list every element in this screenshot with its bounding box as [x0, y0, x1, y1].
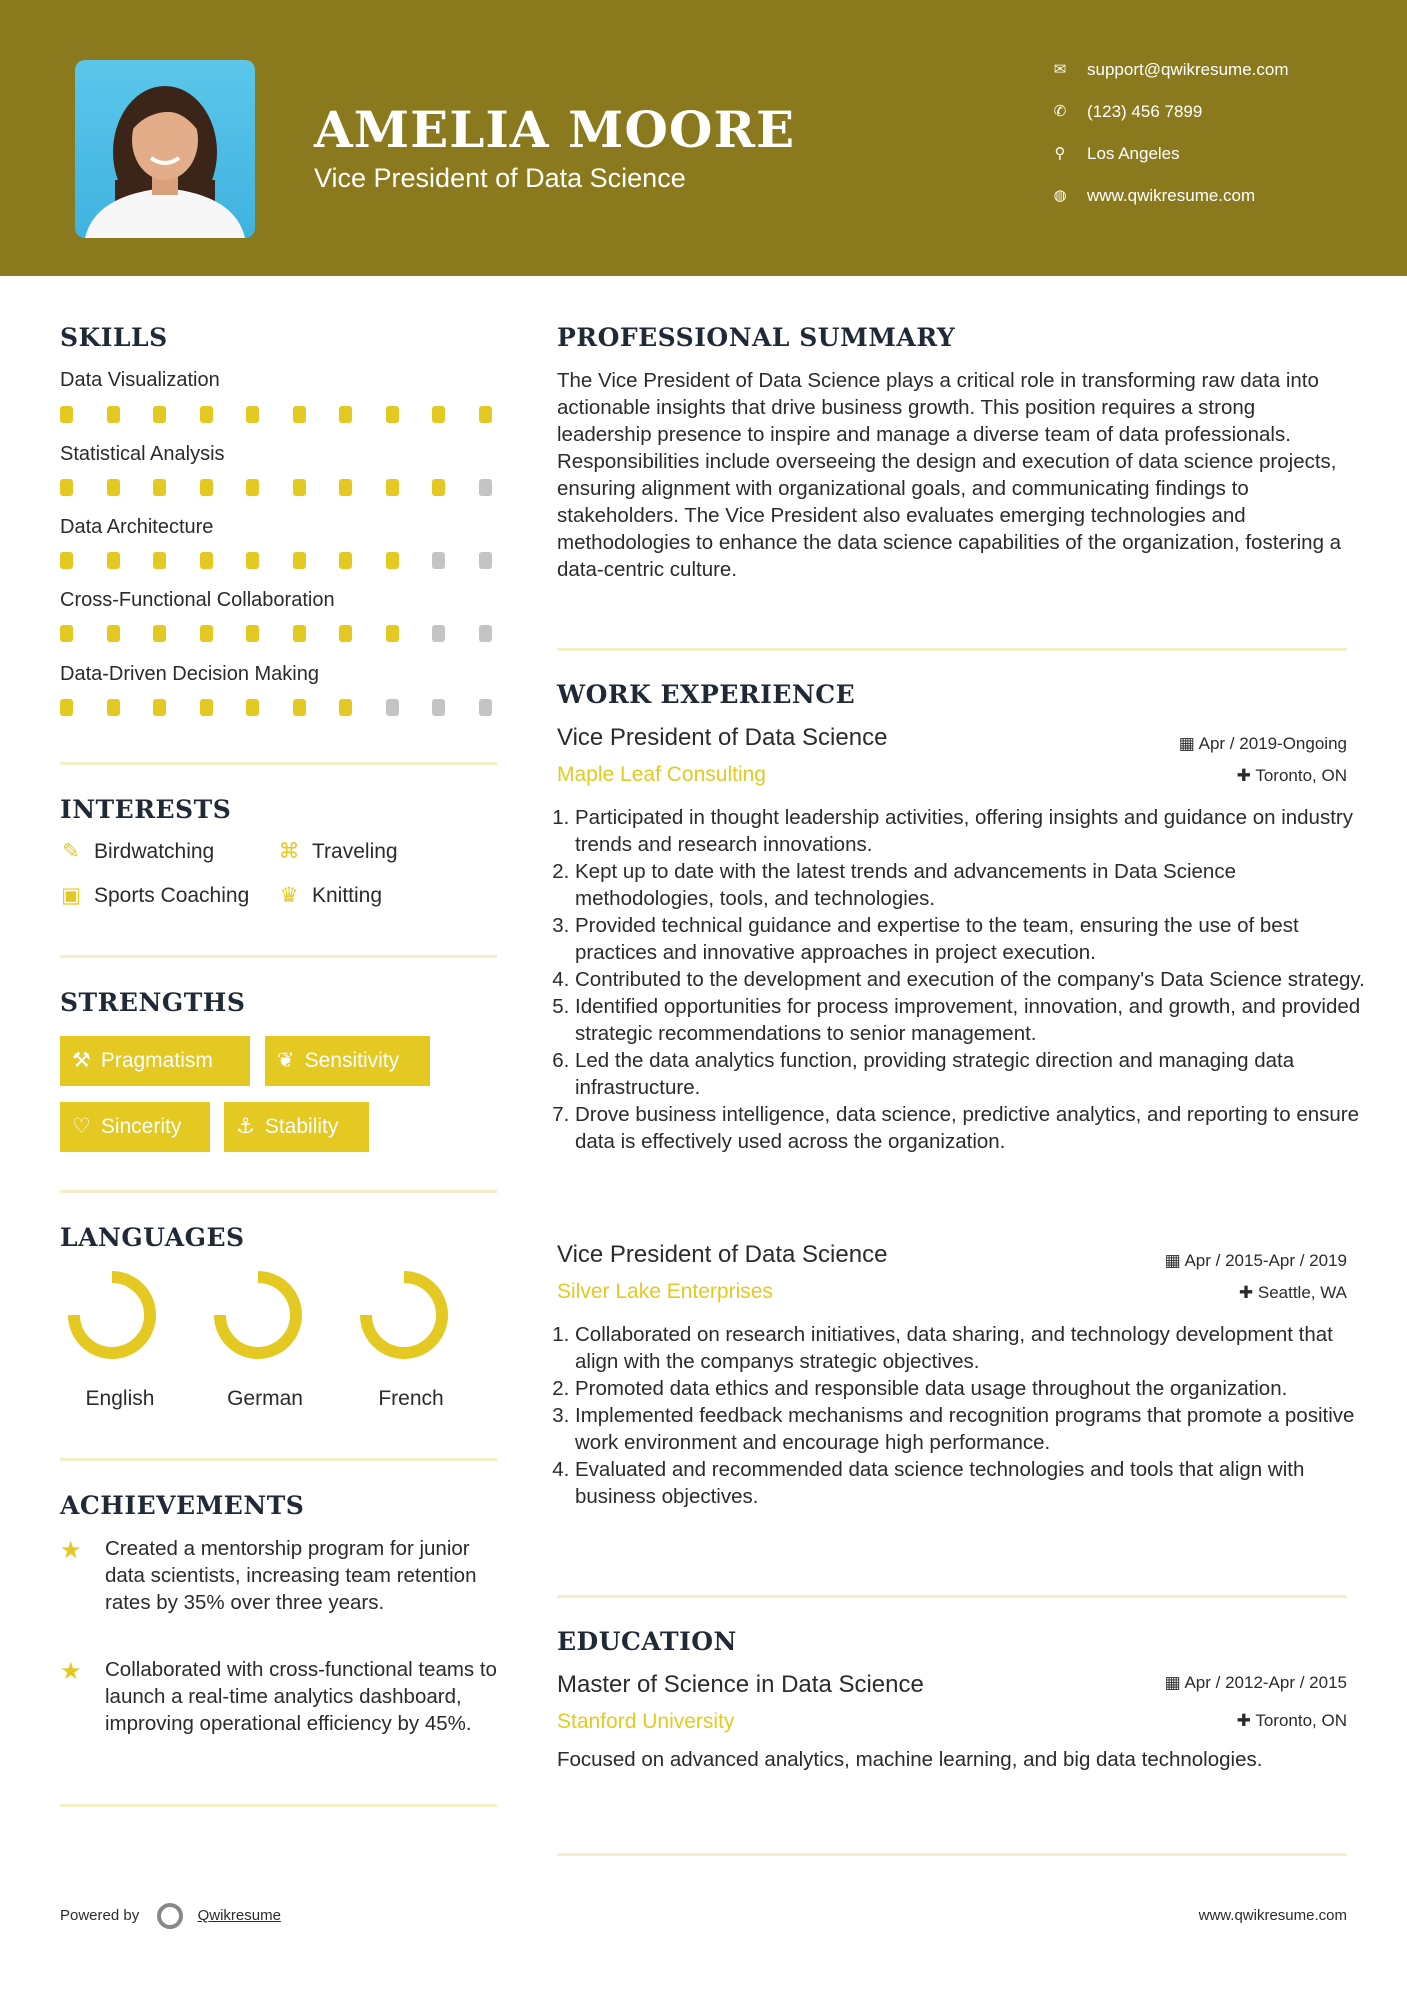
brand-link[interactable]: Qwikresume [197, 1906, 281, 1924]
skill-dot [246, 625, 259, 642]
duty-item: 5. Identified opportunities for process improvement, innovation, and growth, and provided strategic recommendations to senior management. [575, 993, 1375, 1047]
skill-dot [386, 479, 399, 496]
job-duties [557, 804, 1375, 1155]
skill-dot [107, 625, 120, 642]
skill-dot [200, 552, 213, 569]
skill-name: Cross-Functional Collaboration [60, 589, 335, 611]
divider [60, 955, 497, 958]
leaf-icon: ❦ [277, 1049, 295, 1072]
job-duties [557, 1321, 1375, 1510]
interest-item: ♛ Knitting [279, 884, 383, 907]
divider [60, 1458, 497, 1461]
summary-title: PROFESSIONAL SUMMARY [557, 323, 956, 352]
duty-item: 1. Collaborated on research initiatives, data sharing, and technology development that align with the companys strategic objectives. [575, 1321, 1375, 1375]
footer-website[interactable]: www.qwikresume.com [1198, 1907, 1347, 1924]
job-date: ▦ Apr / 2019-Ongoing [1178, 734, 1347, 753]
skill-name: Data-Driven Decision Making [60, 663, 319, 685]
skill-dot [293, 625, 306, 642]
summary-text: The Vice President of Data Science plays a critical role in transforming raw data into actionable insights that drive business growth. This position requires a strong leadership presence to inspire and manage a diverse team of data professionals. Responsibilities include overseeing the design and execution of data science projects, ensuring alignment with organizational goals, and communicating findings to stakeholders. The Vice President also evaluates emerging technologies and methodologies to enhance the data science capabilities of the organization, fostering a data-centric culture. [557, 369, 1342, 581]
skill-dot [153, 552, 166, 569]
skill-dot [153, 406, 166, 423]
job-location: ✚ Toronto, ON [1236, 766, 1347, 785]
star-icon: ★ [60, 1537, 82, 1564]
candidate-title: Vice President of Data Science [314, 163, 686, 193]
language-name: French [378, 1387, 444, 1410]
language-ring [220, 1277, 296, 1353]
job-location: ✚ Seattle, WA [1238, 1283, 1347, 1302]
language-ring [366, 1277, 442, 1353]
education-location: ✚ Toronto, ON [1236, 1711, 1347, 1730]
skill-dot [432, 625, 445, 642]
skill-dot [339, 699, 352, 716]
duty-item: 2. Promoted data ethics and responsible data usage throughout the organization. [575, 1375, 1375, 1402]
envelope-icon: ✉ [1053, 61, 1067, 78]
skill-dot [200, 699, 213, 716]
skill-dot [432, 699, 445, 716]
language-ring [74, 1277, 150, 1353]
skill-dot [60, 625, 73, 642]
skill-dot [293, 406, 306, 423]
briefcase-icon: ▣ [61, 884, 81, 907]
strength-tag: ⚒ Pragmatism [60, 1036, 250, 1086]
skill-dot [246, 699, 259, 716]
skill-dot [107, 552, 120, 569]
languages-title: LANGUAGES [60, 1223, 245, 1252]
skill-name: Data Architecture [60, 516, 214, 538]
achievements-title: ACHIEVEMENTS [60, 1491, 305, 1520]
globe-icon: ◍ [1053, 187, 1067, 204]
strength-tag: ❦ Sensitivity [265, 1036, 430, 1086]
trophy-icon: ♛ [279, 884, 299, 907]
phone-icon: ✆ [1053, 103, 1067, 120]
skill-dot [386, 406, 399, 423]
skill-dot [339, 479, 352, 496]
skill-dot [339, 406, 352, 423]
skill-dot [293, 479, 306, 496]
calendar-icon: ▦ [1164, 1251, 1185, 1270]
skill-dot [479, 625, 492, 642]
skill-dot [479, 406, 492, 423]
language-rings [60, 1270, 460, 1370]
skill-dot [200, 625, 213, 642]
duty-item: 3. Provided technical guidance and expertise to the team, ensuring the use of best practices and innovative approaches in project execution. [575, 912, 1375, 966]
language-name: German [227, 1387, 303, 1410]
anchor-icon: ⚓ [236, 1115, 255, 1138]
map-pin-icon: ⚲ [1054, 145, 1066, 162]
school-name: Stanford University [557, 1710, 735, 1733]
strengths-title: STRENGTHS [60, 988, 246, 1017]
candidate-name: AMELIA MOORE [314, 100, 796, 159]
job-title: Vice President of Data Science [557, 1241, 888, 1268]
achievement-item: ★ Created a mentorship program for junior data scientists, increasing team retention rates by 35% over three years. [60, 1537, 477, 1614]
skill-dot [153, 479, 166, 496]
duty-item: 7. Drove business intelligence, data science, predictive analytics, and reporting to ensure data is effectively used across the organization. [575, 1101, 1375, 1155]
skill-name: Data Visualization [60, 369, 220, 391]
star-icon: ★ [60, 1658, 82, 1685]
pin-icon: ✚ [1238, 1283, 1258, 1302]
divider [557, 1595, 1347, 1598]
skill-dot [339, 625, 352, 642]
skill-dot [60, 406, 73, 423]
job-title: Vice President of Data Science [557, 724, 888, 751]
skill-dot [107, 699, 120, 716]
interest-item: ▣ Sports Coaching [61, 884, 250, 907]
education-date: ▦ Apr / 2012-Apr / 2015 [1164, 1673, 1347, 1692]
divider [60, 1190, 497, 1193]
duty-item: 4. Contributed to the development and execution of the company's Data Science strategy. [575, 966, 1375, 993]
skill-dot [200, 406, 213, 423]
heart-icon: ♡ [72, 1115, 91, 1138]
duty-item: 4. Evaluated and recommended data science technologies and tools that align with business objectives. [575, 1456, 1375, 1510]
company-name: Maple Leaf Consulting [557, 763, 766, 786]
skill-dot [246, 406, 259, 423]
gavel-icon: ⚒ [72, 1049, 91, 1072]
skill-dot [60, 699, 73, 716]
interest-item: ⌘ Traveling [278, 840, 398, 863]
duty-item: 3. Implemented feedback mechanisms and recognition programs that promote a positive work environment and encourage high performance. [575, 1402, 1375, 1456]
company-name: Silver Lake Enterprises [557, 1280, 773, 1303]
skill-dot [153, 625, 166, 642]
pin-icon: ✚ [1236, 1711, 1256, 1730]
skill-dot [479, 552, 492, 569]
skill-dot [479, 699, 492, 716]
language-name: English [85, 1387, 155, 1410]
skill-dot [479, 479, 492, 496]
achievement-item: ★ Collaborated with cross-functional teams to launch a real-time analytics dashboard, improving operational efficiency by 45%. [60, 1658, 497, 1735]
skill-dot [107, 479, 120, 496]
skill-dot [293, 699, 306, 716]
strength-tag: ♡ Sincerity [60, 1102, 210, 1152]
strength-tag: ⚓ Stability [224, 1102, 369, 1152]
calendar-icon: ▦ [1164, 1673, 1185, 1692]
degree-title: Master of Science in Data Science [557, 1671, 924, 1698]
pencil-icon: ✎ [62, 840, 80, 863]
interest-item: ✎ Birdwatching [60, 839, 214, 864]
skill-dot [153, 699, 166, 716]
skills-title: SKILLS [60, 323, 168, 352]
skill-dot [432, 552, 445, 569]
education-title: EDUCATION [557, 1627, 737, 1656]
skill-dot [386, 625, 399, 642]
skill-name: Statistical Analysis [60, 443, 225, 465]
job-date: ▦ Apr / 2015-Apr / 2019 [1164, 1251, 1347, 1270]
skill-dot [60, 479, 73, 496]
skill-dot [246, 479, 259, 496]
duty-item: 1. Participated in thought leadership activities, offering insights and guidance on industry trends and research innovations. [575, 804, 1375, 858]
calendar-icon: ▦ [1178, 734, 1199, 753]
experience-title: WORK EXPERIENCE [557, 680, 856, 709]
skill-dot [293, 552, 306, 569]
divider [557, 648, 1347, 651]
divider [60, 762, 497, 765]
skill-dot [107, 406, 120, 423]
duty-item: 2. Kept up to date with the latest trends and advancements in Data Science methodologies, tools, and technologies. [575, 858, 1375, 912]
skill-dot [386, 552, 399, 569]
skill-dot [432, 479, 445, 496]
footer-powered-by: Powered by Qwikresume [60, 1903, 281, 1929]
duty-item: 6. Led the data analytics function, providing strategic direction and managing data infrastructure. [575, 1047, 1375, 1101]
pin-icon: ✚ [1236, 766, 1256, 785]
skill-dot [339, 552, 352, 569]
profile-photo [75, 60, 255, 238]
skill-dot [60, 552, 73, 569]
divider [60, 1804, 497, 1807]
skill-dot [246, 552, 259, 569]
skill-dot [386, 699, 399, 716]
skill-dot [200, 479, 213, 496]
skill-dot [432, 406, 445, 423]
interests-title: INTERESTS [60, 795, 232, 824]
qwikresume-logo-icon [157, 1903, 183, 1929]
education-description: Focused on advanced analytics, machine learning, and big data technologies. [557, 1748, 1263, 1771]
binoculars-icon: ⌘ [278, 840, 300, 863]
resume-header: AMELIA MOORE Vice President of Data Science ✉ support@qwikresume.com ✆ (123) 456 7899 ⚲ Los Angeles ◍ www.qwikresume.com [0, 0, 1407, 276]
divider [557, 1853, 1347, 1856]
